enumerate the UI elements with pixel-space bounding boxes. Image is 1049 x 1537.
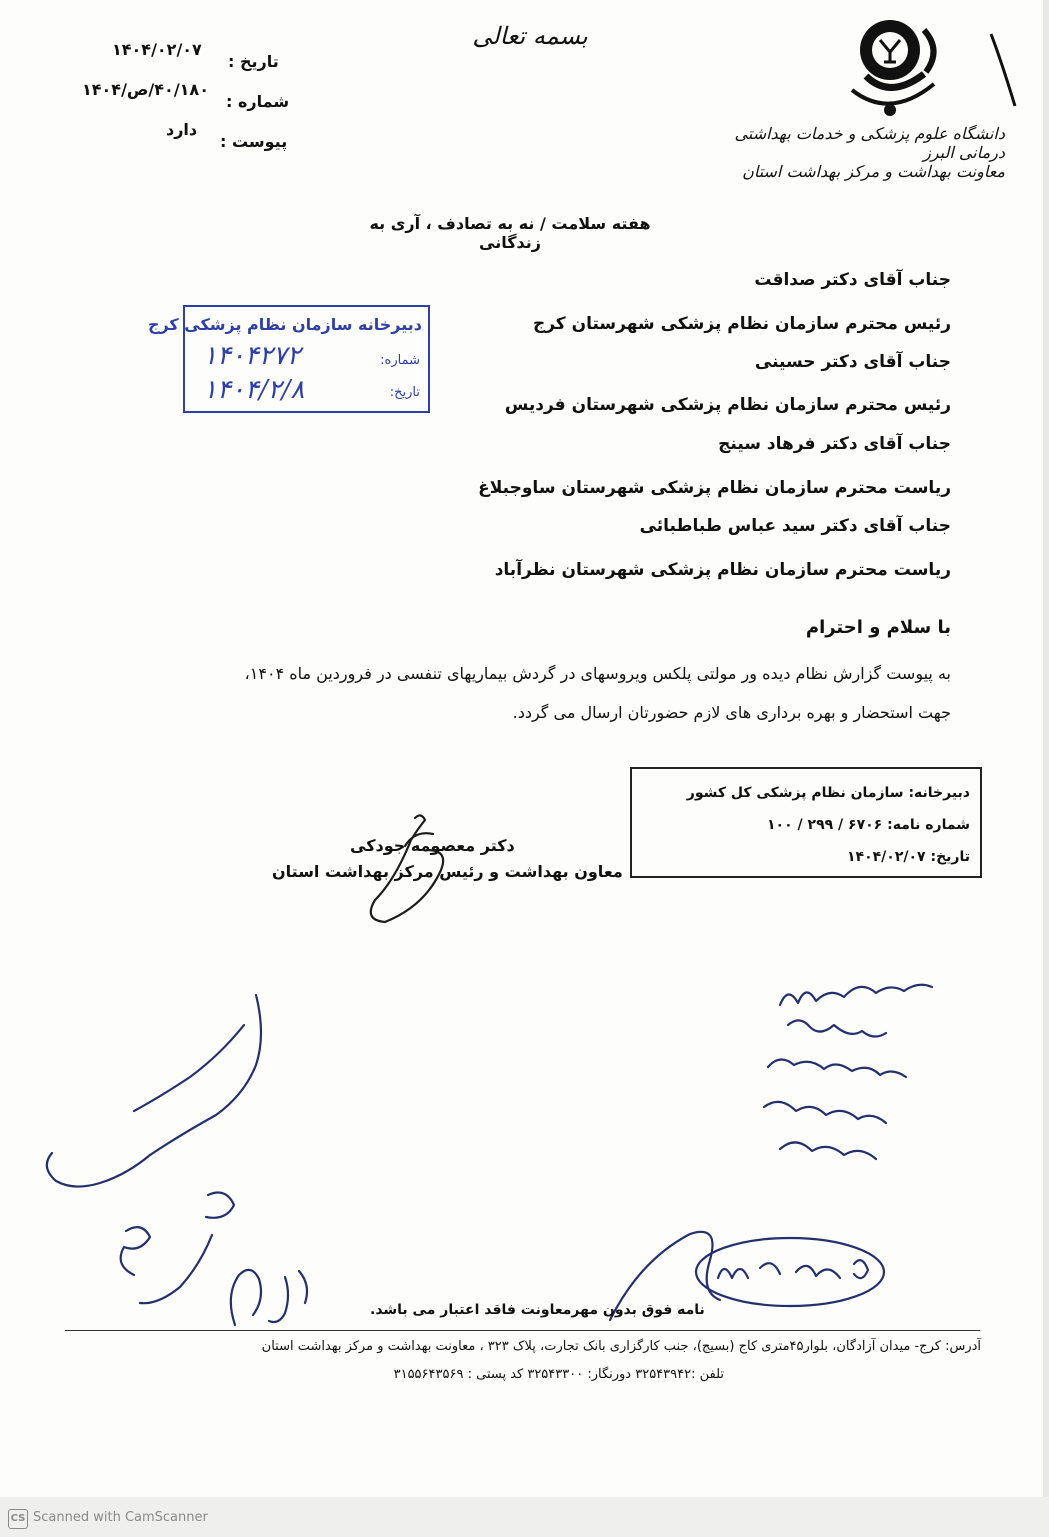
- number-label: شماره :: [226, 92, 290, 111]
- camscanner-watermark: [8, 1509, 208, 1529]
- registry-number: شماره نامه: ۶۷۰۶ / ۲۹۹ / ۱۰۰: [767, 817, 970, 833]
- attachment-value: دارد: [166, 120, 198, 139]
- university-logo: [838, 10, 948, 122]
- attachment-label: پیوست :: [220, 132, 288, 151]
- addressee-line: جناب آقای دکتر حسینی: [754, 352, 951, 372]
- signature: [355, 810, 475, 930]
- addressee-line: رئیس محترم سازمان نظام پزشکی شهرستان کرج: [532, 314, 951, 334]
- slogan: هفته سلامت / نه به تصادف ، آری به زندگانی: [369, 214, 651, 252]
- addressee-line: ریاست محترم سازمان نظام پزشکی شهرستان ساوجبلاغ: [478, 478, 951, 498]
- watermark-text: Scanned with CamScanner: [33, 1510, 208, 1525]
- addressee-line: رئیس محترم سازمان نظام پزشکی شهرستان فردیس: [504, 395, 951, 415]
- stamp-number-value: ۱۴۰۴۲۷۲: [203, 341, 301, 371]
- greeting: با سلام و احترام: [805, 617, 951, 638]
- body-paragraph-line: به پیوست گزارش نظام دیده ور مولتی پلکس ویروسهای در گردش بیماریهای تنفسی در فروردین ماه ۱۴۰۴،: [244, 664, 951, 683]
- registry-office: دبیرخانه: سازمان نظام پزشکی کل کشور: [686, 785, 970, 801]
- registry-box: [630, 767, 982, 878]
- footer-phones: تلفن :۳۲۵۴۳۹۴۲ دورنگار: ۳۲۵۴۳۳۰۰ کد پستی : ۳۱۵۵۶۴۳۵۶۹: [393, 1367, 724, 1382]
- stamp-date-value: ۱۴۰۴/۲/۸: [203, 375, 305, 405]
- corner-pen-mark: [985, 30, 1025, 110]
- stamp-date-label: تاریخ:: [389, 385, 420, 400]
- handwritten-initials: [195, 1255, 335, 1345]
- stamp-number-label: شماره:: [380, 353, 420, 368]
- bismillah-heading: بسمه تعالی: [472, 22, 588, 50]
- scan-edge: [1043, 0, 1049, 1537]
- receipt-stamp: [147, 305, 430, 413]
- signer-title: معاون بهداشت و رئیس مرکز بهداشت استان: [272, 862, 623, 881]
- addressee-line: جناب آقای دکتر صداقت: [754, 270, 951, 290]
- date-label: تاریخ :: [228, 52, 279, 71]
- addressee-line: جناب آقای دکتر فرهاد سینج: [718, 434, 951, 454]
- registry-date: تاریخ: ۱۴۰۴/۰۲/۰۷: [847, 849, 970, 865]
- addressee-line: جناب آقای دکتر سید عباس طباطبائی: [639, 516, 951, 536]
- footer-address: آدرس: کرج- میدان آزادگان، بلوار۴۵متری کاج (بسیج)، جنب کارگزاری بانک تجارت، پلاک ۳۲۳ ، معاونت بهداشت و مرکز بهداشت استان: [261, 1339, 981, 1354]
- footer-divider: [65, 1330, 980, 1331]
- date-value: ۱۴۰۴/۰۲/۰۷: [112, 40, 202, 59]
- number-value: ۴۰/۱۸۰/ص/۱۴۰۴: [82, 80, 209, 99]
- validity-note: نامه فوق بدون مهرمعاونت فاقد اعتبار می باشد.: [370, 1302, 705, 1318]
- body-paragraph-line: جهت استحضار و بهره برداری های لازم حضورتان ارسال می گردد.: [512, 703, 951, 722]
- deputy-name: معاونت بهداشت و مرکز بهداشت استان: [742, 162, 1005, 181]
- signer-name: دکتر معصومه جودکی: [350, 836, 515, 855]
- addressee-line: ریاست محترم سازمان نظام پزشکی شهرستان نظرآباد: [494, 560, 951, 580]
- stamp-title: دبیرخانه سازمان نظام پزشکی کرج: [147, 315, 422, 334]
- handwritten-referral-note: [740, 965, 960, 1185]
- camscanner-logo-icon: CS: [8, 1509, 28, 1529]
- university-name: دانشگاه علوم پزشکی و خدمات بهداشتی درمانی البرز: [734, 124, 1005, 162]
